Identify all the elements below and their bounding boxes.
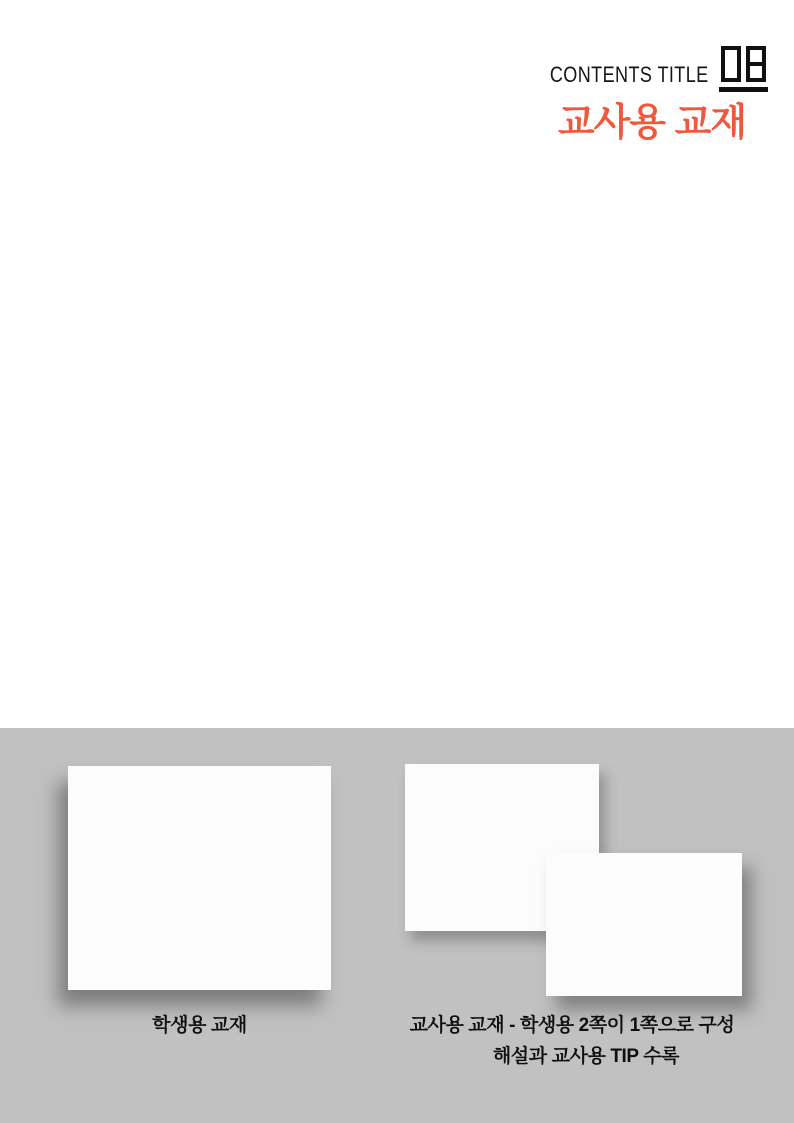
- contents-title-label: CONTENTS TITLE: [550, 62, 709, 87]
- caption-teacher: [398, 1010, 746, 1072]
- teacher-book-photo-front: [546, 853, 742, 996]
- page-number: [719, 46, 768, 92]
- bottom-section: [0, 728, 794, 1123]
- student-book-photo: [68, 766, 331, 990]
- digit-zero-icon: [721, 46, 741, 82]
- digit-eight-icon: [746, 46, 766, 82]
- header: [515, 46, 768, 144]
- caption-teacher-line1: 교사용 교재 - 학생용 2쪽이 1쪽으로 구성: [409, 1015, 735, 1036]
- contents-title-row: [515, 46, 768, 92]
- page-title: 교사용 교재: [557, 102, 746, 144]
- caption-teacher-line2: 해설과 교사용 TIP 수록: [492, 1046, 680, 1067]
- caption-student: 학생용 교재: [152, 1015, 247, 1036]
